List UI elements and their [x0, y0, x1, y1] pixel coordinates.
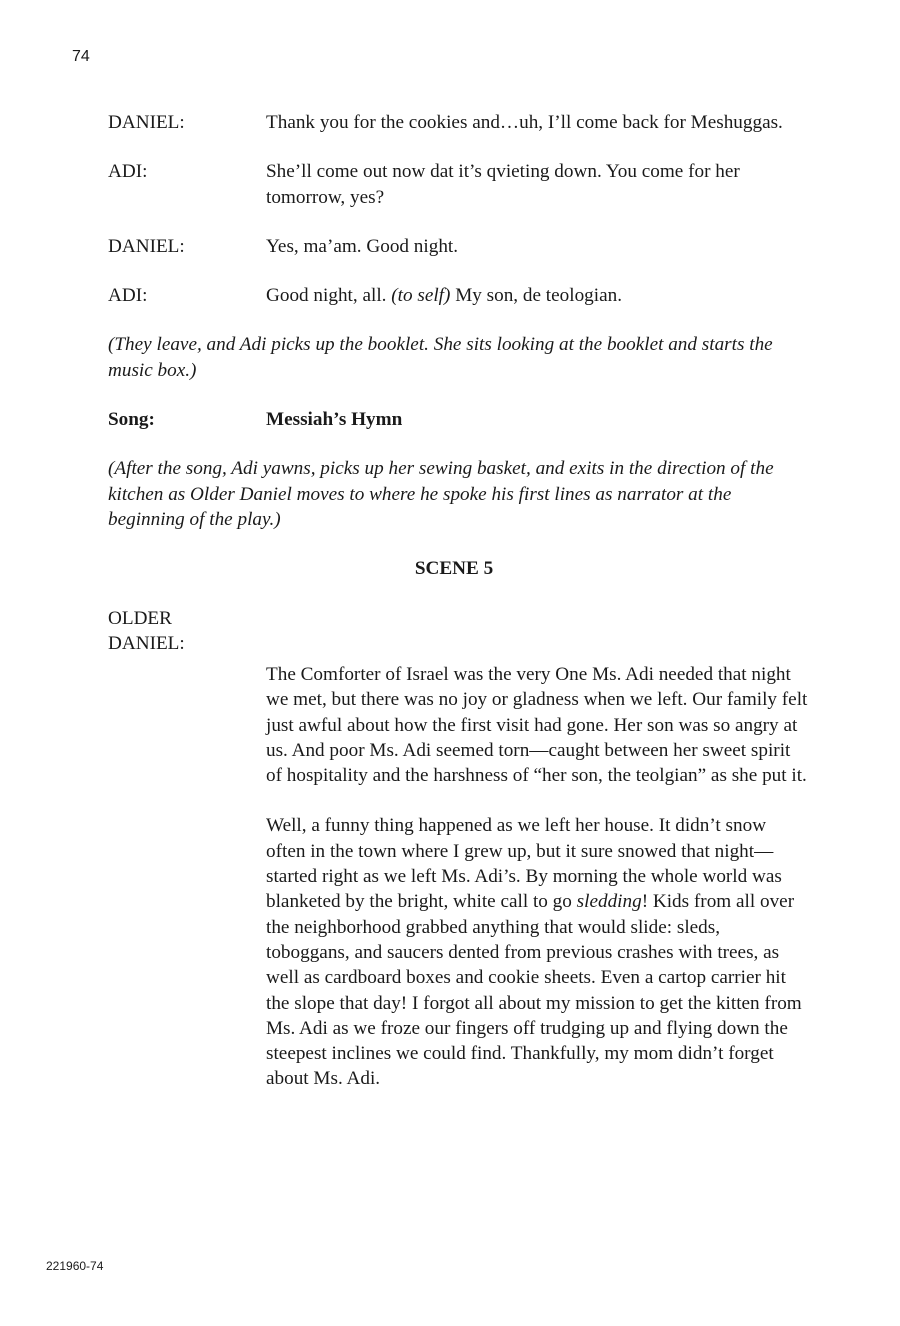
speaker-name-line: OLDER — [108, 607, 172, 629]
monologue-paragraph — [266, 813, 808, 1091]
monologue — [266, 662, 808, 1092]
dialogue-line — [108, 110, 808, 135]
stage-direction: (They leave, and Adi picks up the booklet. She sits looking at the booklet and starts the music box.) — [108, 334, 773, 381]
footer-code: 221960-74 — [46, 1259, 104, 1273]
stage-direction: (After the song, Adi yawns, picks up her sewing basket, and exits in the direction of the kitchen as Older Daniel moves to where he spoke his first lines as narrator at the beginning of the play.) — [108, 458, 774, 530]
monologue-emphasis: sledding — [576, 891, 642, 913]
dialogue-text-part: Good night, all. — [266, 285, 392, 307]
dialogue-text: Thank you for the cookies and…uh, I’ll come back for Meshuggas. — [266, 112, 783, 133]
dialogue-line — [108, 606, 808, 657]
dialogue-text: Yes, ma’am. Good night. — [266, 235, 459, 257]
dialogue-text — [266, 283, 808, 308]
song-label: Song: — [108, 409, 155, 431]
song-line — [108, 407, 808, 432]
monologue-text-part: Well, a funny thing happened as we left her house. It didn’t snow often in the town where I grew up, but it sure snowed that night—started right as we left Ms. Adi’s. By morning the whole world was blanketed by the bright, white call to go — [266, 815, 782, 913]
scene-heading: SCENE 5 — [414, 558, 494, 580]
dialogue-text: She’ll come out now dat it’s qvieting down. You come for her tomorrow, yes? — [266, 161, 740, 208]
dialogue-line — [108, 283, 808, 308]
dialogue-line — [108, 234, 808, 259]
speaker-name: DANIEL: — [108, 235, 185, 257]
dialogue-text-part: My son, de teologian. — [450, 285, 623, 307]
dialogue-line — [108, 159, 808, 210]
inline-stage-direction: (to self) — [391, 285, 451, 307]
page-number: 74 — [72, 48, 90, 65]
monologue-text-part: ! Kids from all over the neighborhood grabbed anything that would slide: sleds, toboggans, and saucers dented from previous crashes with trees, as well as cardboard boxes and cookie sheets. Even a cartop carrier hit the slope that day! I forgot all about my mission to get the kitten from Ms. Adi as we froze our fingers off trudging up and flying down the steepest inclines we could find. Thankfully, my mom didn’t forget about Ms. Adi. — [266, 891, 802, 1090]
speaker-name-line: DANIEL: — [108, 632, 185, 654]
dialogue-text — [266, 606, 808, 657]
speaker-name: ADI: — [108, 285, 148, 307]
speaker-name: DANIEL: — [108, 112, 185, 133]
speaker-name — [108, 606, 266, 657]
monologue-paragraph: The Comforter of Israel was the very One Ms. Adi needed that night we met, but there was no joy or gladness when we left. Our family felt just awful about how the first visit had gone. Her son was so angry at us. And poor Ms. Adi seemed torn—caught between her sweet spirit of hospitality and the harshness of “her son, the teolgian” as she put it. — [266, 664, 808, 787]
script-body — [108, 110, 808, 656]
song-title: Messiah’s Hymn — [266, 409, 403, 431]
speaker-name: ADI: — [108, 161, 148, 183]
